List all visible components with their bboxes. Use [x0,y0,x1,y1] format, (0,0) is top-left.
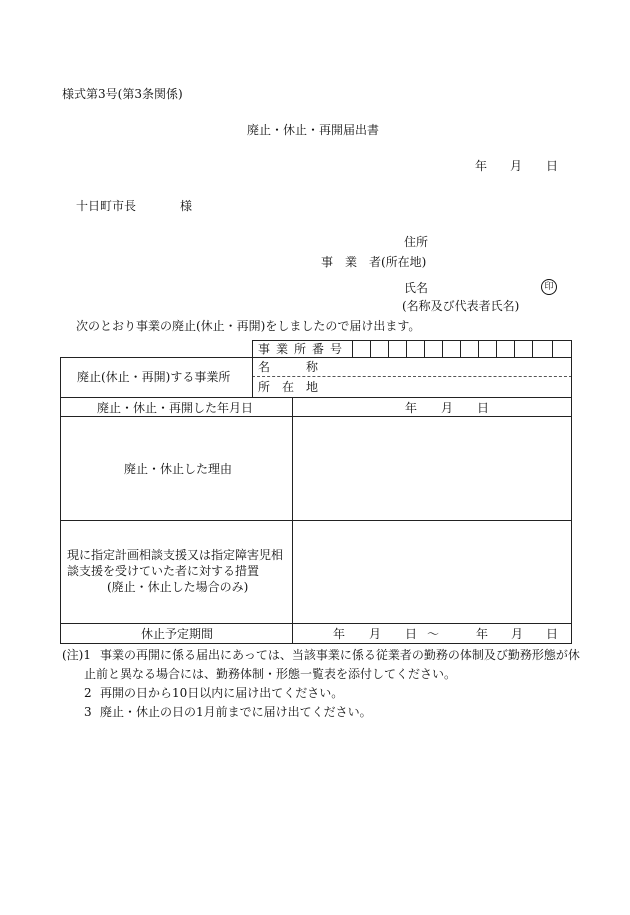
note-2-number: 2 [84,686,92,700]
measures-label-line1: 現に指定計画相談支援又は指定障害児相 [67,548,284,562]
date-month-label: 月 [510,159,523,173]
business-number-label: 事業所番号 [258,342,349,356]
period-start-day: 日 [405,627,418,641]
period-end-year: 年 [476,627,489,641]
date-row-day: 日 [477,401,490,415]
period-start-year: 年 [333,627,346,641]
intro-text: 次のとおり事業の廃止(休止・再開)をしましたので届け出ます。 [76,319,421,333]
period-label: 休止予定期間 [141,627,214,641]
measures-label-line3: (廃止・休止した場合のみ) [107,580,249,594]
notes-prefix: (注)1 [62,648,91,662]
name-label: 氏名 [404,281,429,295]
office-name-label: 名 称 [258,360,319,374]
address-label: 住所 [404,235,429,249]
date-year-label: 年 [475,159,488,173]
reason-label: 廃止・休止した理由 [124,462,233,476]
period-end-month: 月 [511,627,524,641]
period-start-month: 月 [369,627,382,641]
period-end-day: 日 [546,627,559,641]
notes-section [62,646,580,722]
period-separator: ～ [427,627,440,641]
date-row-month: 月 [441,401,454,415]
date-day-label: 日 [546,159,559,173]
business-operator-label: 事 業 者(所在地) [321,255,427,269]
note-1-line-1: 事業の再開に係る届出にあっては、当該事業に係る従業者の勤務の体制及び勤務形態が休 [100,648,580,662]
date-row-label: 廃止・休止・再開した年月日 [97,401,254,415]
addressee-suffix: 様 [180,199,193,213]
addressee: 十日町市長 [76,199,137,213]
note-3-number: 3 [84,705,92,719]
note-2: 再開の日から10日以内に届け出てください。 [100,686,344,700]
note-3: 廃止・休止の日の1月前までに届け出てください。 [100,705,372,719]
seal-icon: 印 [541,279,557,295]
document-title: 廃止・休止・再開届出書 [247,123,380,137]
note-1-line-2: 止前と異なる場合には、勤務体制・形態一覧表を添付してください。 [84,667,457,681]
name-sublabel: (名称及び代表者氏名) [402,299,520,313]
form-number: 様式第3号(第3条関係) [62,87,183,101]
measures-label-line2: 談支援を受けていた者に対する措置 [67,564,260,578]
office-location-label: 所 在 地 [258,380,319,394]
business-office-label: 廃止(休止・再開)する事業所 [77,370,231,384]
date-row-year: 年 [405,401,418,415]
